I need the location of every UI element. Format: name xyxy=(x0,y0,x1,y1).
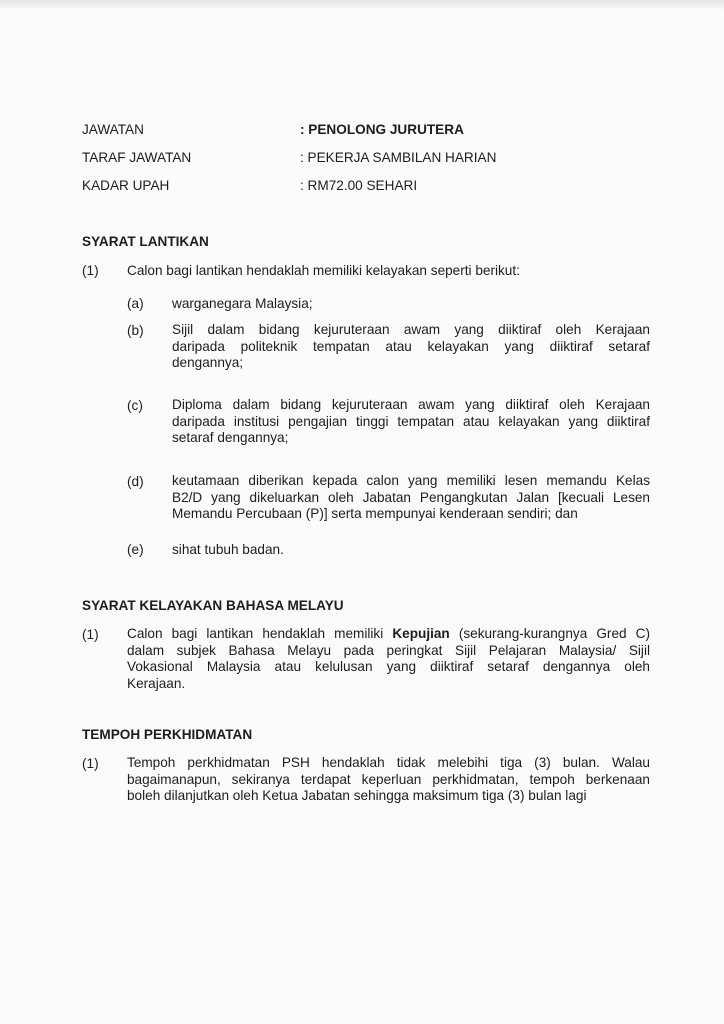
tempoh-line: Tempoh perkhidmatan PSH hendaklah tidak melebihi tiga (3) bulan. Walau xyxy=(127,755,650,770)
item-d-line: B2/D yang dikeluarkan oleh Jabatan Pengangkutan Jalan [kecuali Lesen xyxy=(172,489,650,505)
tempoh-line: boleh dilanjutkan oleh Ketua Jabatan sehingga maksimum tiga (3) bulan lagi xyxy=(127,788,587,803)
heading-syarat-bahasa: SYARAT KELAYAKAN BAHASA MELAYU xyxy=(82,598,344,613)
info-value-kadar: : RM72.00 SEHARI xyxy=(300,178,418,193)
item-c-line: setaraf dengannya; xyxy=(172,430,289,445)
item-e-letter: (e) xyxy=(127,542,144,557)
bahasa-line-1-pre: Calon bagi lantikan hendaklah memiliki xyxy=(127,626,393,641)
item-b-line: dengannya; xyxy=(172,355,244,370)
info-label-kadar: KADAR UPAH xyxy=(82,178,170,193)
scan-edge xyxy=(0,0,724,10)
info-label-taraf: TARAF JAWATAN xyxy=(82,150,192,165)
heading-syarat-lantikan: SYARAT LANTIKAN xyxy=(82,234,209,249)
bahasa-line: Kerajaan. xyxy=(127,675,186,691)
item-c-text xyxy=(172,397,650,447)
heading-tempoh: TEMPOH PERKHIDMATAN xyxy=(82,727,253,742)
bahasa-line-1-post: (sekurang-kurangnya Gred C) xyxy=(449,626,651,641)
item-b-text xyxy=(172,322,650,372)
item-d-line: keutamaan diberikan kepada calon yang memiliki lesen memandu Kelas xyxy=(172,473,650,488)
item-a-letter: (a) xyxy=(127,296,144,311)
item-d-text xyxy=(172,473,650,523)
bahasa-line-1 xyxy=(127,626,650,643)
item-a-text: warganegara Malaysia; xyxy=(172,296,313,311)
tempoh-line: bagaimanapun, sekiranya terdapat keperluan perkhidmatan, tempoh berkenaan xyxy=(127,771,650,787)
info-value-jawatan: : PENOLONG JURUTERA xyxy=(300,122,464,137)
bahasa-line: Vokasional Malaysia atau kelulusan yang diiktiraf setaraf dengannya oleh xyxy=(127,659,650,674)
item-c-letter: (c) xyxy=(127,398,143,413)
item-b-letter: (b) xyxy=(127,323,144,338)
info-label-jawatan: JAWATAN xyxy=(82,122,144,137)
item-c-line: daripada institusi pengajian tinggi tempatan atau kelayakan yang diiktiraf xyxy=(172,413,650,429)
bahasa-text xyxy=(127,626,650,692)
info-value-taraf: : PEKERJA SAMBILAN HARIAN xyxy=(300,150,497,165)
lantikan-intro: Calon bagi lantikan hendaklah memiliki kelayakan seperti berikut: xyxy=(127,263,520,278)
bahasa-line: dalam subjek Bahasa Melayu pada peringkat Sijil Pelajaran Malaysia/ Sijil xyxy=(127,642,650,658)
item-b-line: Sijil dalam bidang kejuruteraan awam yang diiktiraf oleh Kerajaan xyxy=(172,322,650,337)
bahasa-number: (1) xyxy=(82,627,99,642)
item-b-line: daripada politeknik tempatan atau kelayakan yang diiktiraf setaraf xyxy=(172,338,650,354)
item-d-letter: (d) xyxy=(127,474,144,489)
item-e-text: sihat tubuh badan. xyxy=(172,542,284,557)
tempoh-text xyxy=(127,755,650,805)
kepujian-bold: Kepujian xyxy=(392,626,450,641)
item-d-line: Memandu Percubaan (P)] serta mempunyai kenderaan sendiri; dan xyxy=(172,506,578,521)
item-c-line: Diploma dalam bidang kejuruteraan awam yang diiktiraf oleh Kerajaan xyxy=(172,397,650,412)
lantikan-number: (1) xyxy=(82,263,99,278)
tempoh-number: (1) xyxy=(82,756,99,771)
